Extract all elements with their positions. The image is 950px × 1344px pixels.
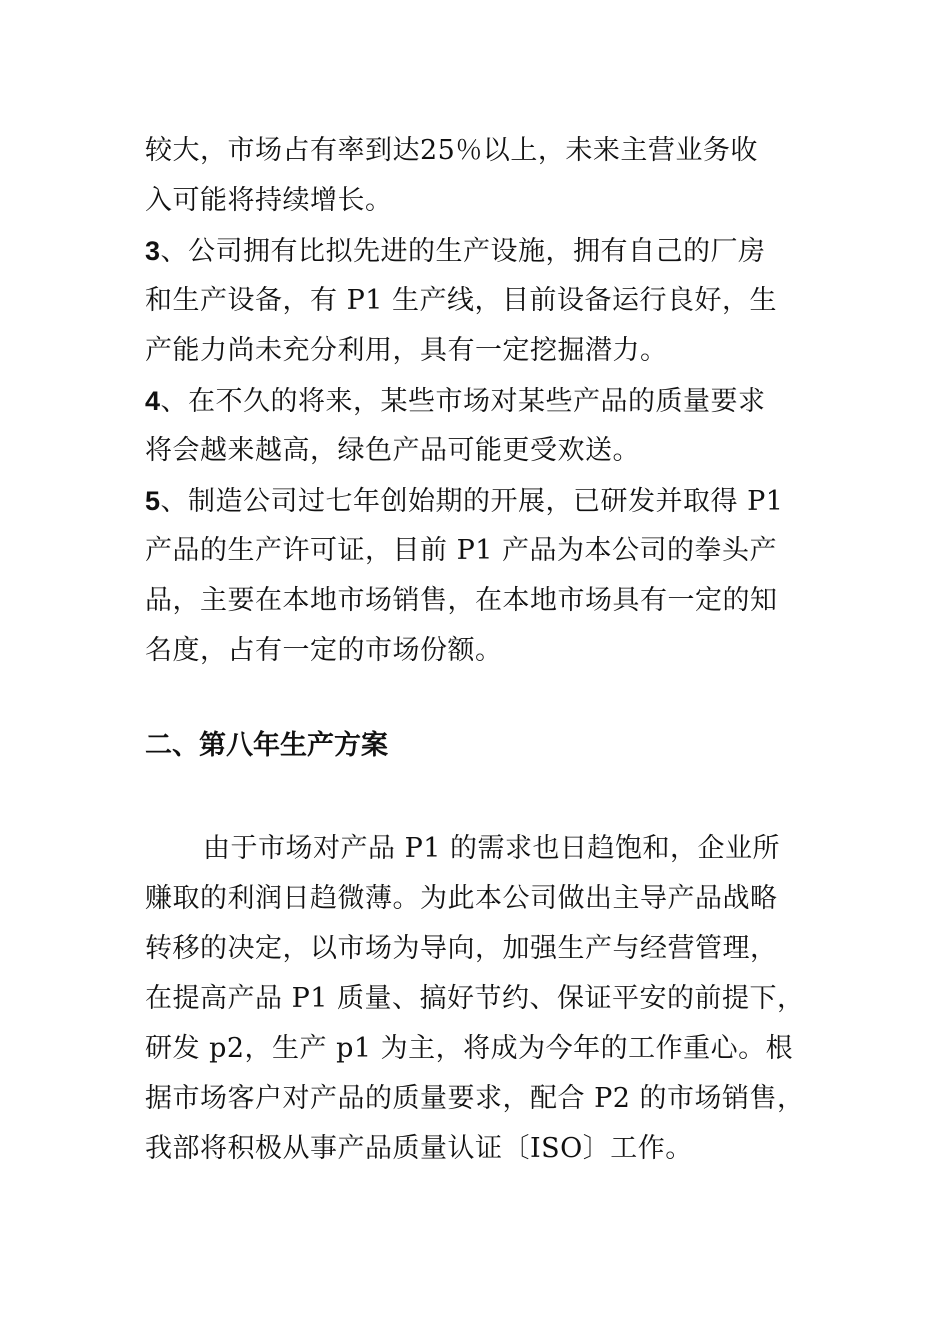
paragraph-line-7: 我部将积极从事产品质量认证〔ISO〕工作。 <box>145 1133 693 1164</box>
paragraph-line-5: 研发 p2，生产 p1 为主，将成为今年的工作重心。根 <box>145 1033 794 1064</box>
continuation-line-1: 较大，市场占有率到达25％以上，未来主营业务收 <box>145 135 758 166</box>
paragraph-line-1: 由于市场对产品 P1 的需求也日趋饱和，企业所 <box>203 833 781 864</box>
list-item-4-first-line <box>145 381 835 422</box>
paragraph-line-3: 转移的决定，以市场为导向，加强生产与经营管理， <box>145 933 778 964</box>
paragraph-line-2: 赚取的利润日趋微薄。为此本公司做出主导产品战略 <box>145 883 778 914</box>
list-number: 3 <box>145 236 161 266</box>
list-number: 5 <box>145 486 161 516</box>
list-item-5-line-3: 品，主要在本地市场销售，在本地市场具有一定的知 <box>145 585 778 616</box>
list-item-text: 、公司拥有比拟先进的生产设施，拥有自己的厂房 <box>160 236 766 267</box>
list-item-text: 、制造公司过七年创始期的开展，已研发并取得 P1 <box>160 486 784 517</box>
list-number: 4 <box>145 386 161 416</box>
list-item-3-first-line <box>145 231 835 272</box>
list-item-3-line-2: 和生产设备，有 P1 生产线，目前设备运行良好，生 <box>145 285 778 316</box>
paragraph-line-6: 据市场客户对产品的质量要求，配合 P2 的市场销售， <box>145 1083 805 1114</box>
list-item-4-line-2: 将会越来越高，绿色产品可能更受欢送。 <box>145 435 640 466</box>
list-item-5-line-4: 名度，占有一定的市场份额。 <box>145 635 503 666</box>
list-item-text: 、在不久的将来，某些市场对某些产品的质量要求 <box>160 386 766 417</box>
list-item-5-line-2: 产品的生产许可证，目前 P1 产品为本公司的拳头产 <box>145 535 778 566</box>
list-item-5-first-line <box>145 481 835 522</box>
list-item-3-line-3: 产能力尚未充分利用，具有一定挖掘潜力。 <box>145 335 668 366</box>
continuation-line-2: 入可能将持续增长。 <box>145 185 393 216</box>
paragraph-line-4: 在提高产品 P1 质量、搞好节约、保证平安的前提下， <box>145 983 805 1014</box>
section-heading: 二、第八年生产方案 <box>145 730 388 761</box>
